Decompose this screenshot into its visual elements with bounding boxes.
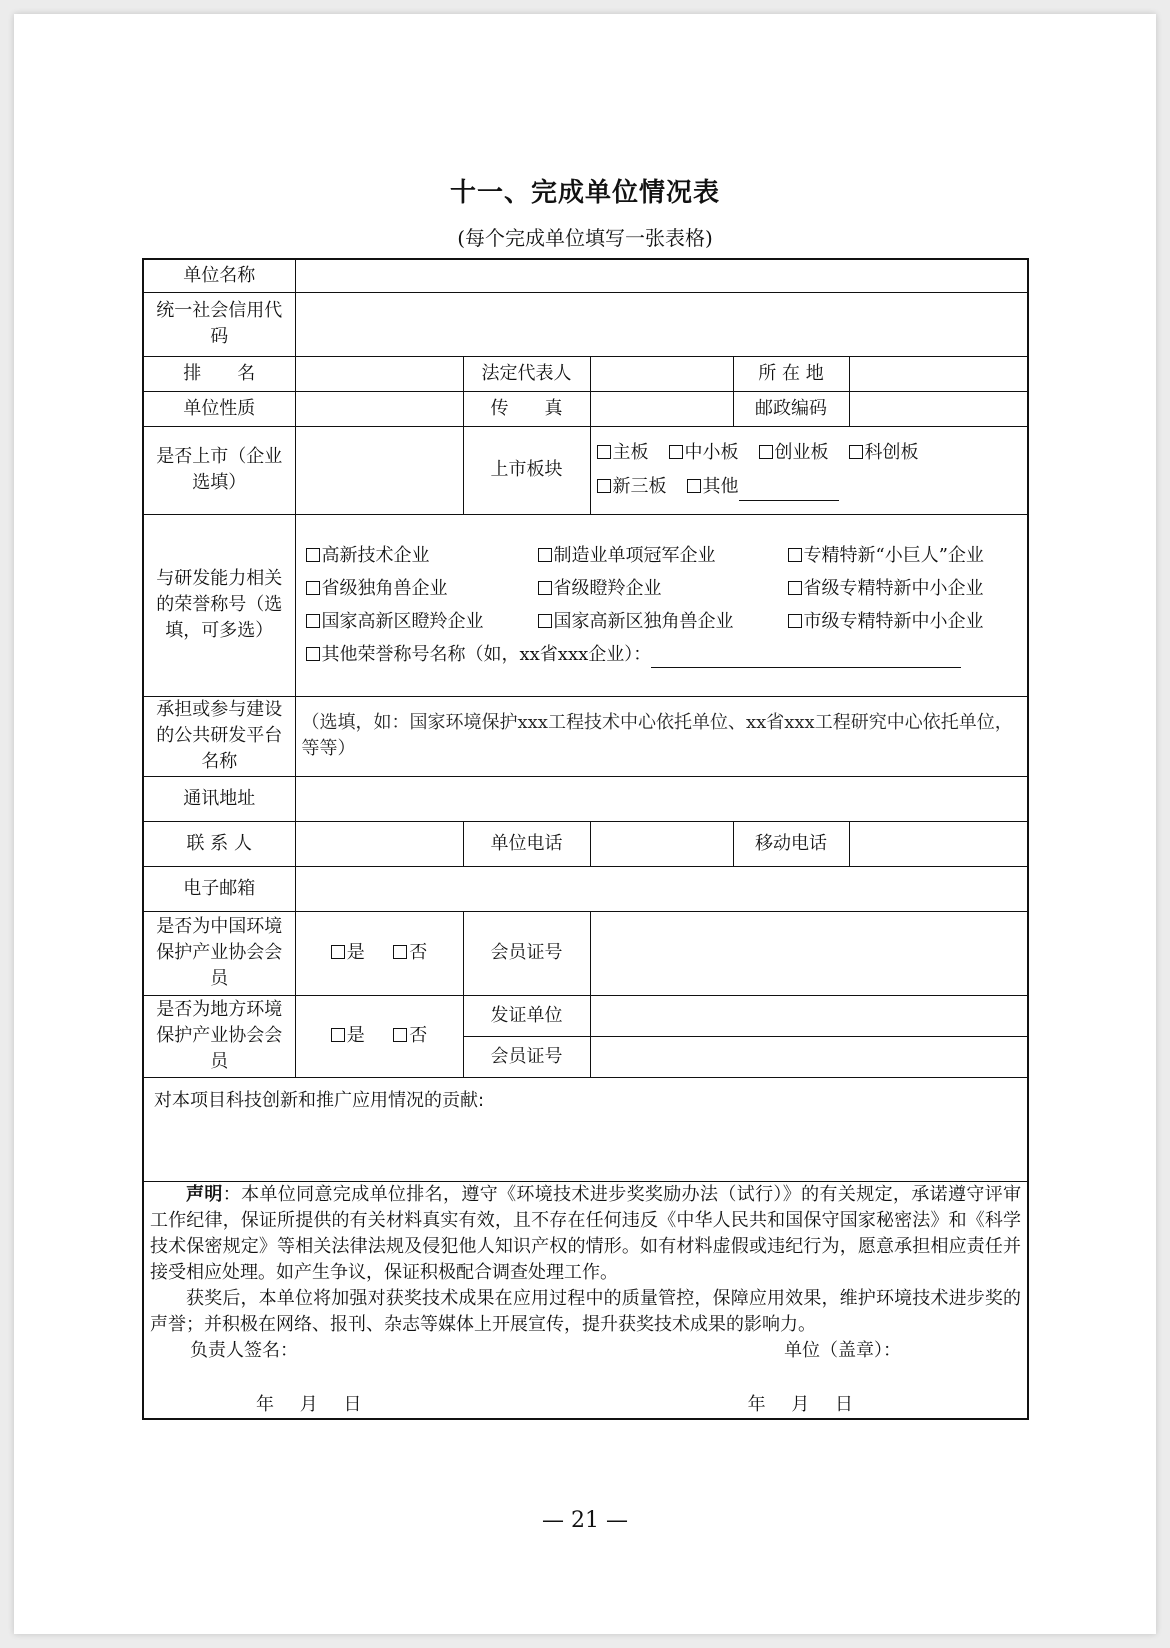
- label-postcode: 邮政编码: [733, 391, 849, 426]
- label-mobile: 移动电话: [733, 821, 849, 866]
- field-platform[interactable]: （选填，如：国家环境保护xxx工程技术中心依托单位、xx省xxx工程研究中心依托单位，等等）: [295, 696, 1028, 776]
- option-honor-other[interactable]: 其他荣誉称号名称（如，xx省xxx企业）：: [306, 642, 1022, 668]
- field-rank[interactable]: [295, 356, 463, 391]
- checkbox-icon[interactable]: [306, 581, 320, 595]
- label-local-member: 是否为地方环境保护产业协会会员: [143, 995, 295, 1077]
- label-email: 电子邮箱: [143, 866, 295, 911]
- declaration-paragraph-2: 获奖后，本单位将加强对获奖技术成果在应用过程中的质量管控，保障应用效果，维护环境技术进步奖的声誉；并积极在网络、报刊、杂志等媒体上开展宣传，提升获奖技术成果的影响力。: [150, 1287, 1022, 1335]
- field-credit-code[interactable]: [295, 292, 1028, 356]
- field-local-member-no[interactable]: [590, 1036, 1028, 1077]
- label-unit-nature: 单位性质: [143, 391, 295, 426]
- board-options-row-2: [597, 473, 1022, 501]
- label-cn-member-no: 会员证号: [463, 911, 590, 995]
- label-address: 通讯地址: [143, 776, 295, 821]
- checkbox-icon[interactable]: [759, 445, 773, 459]
- board-options-row-1: [597, 439, 1022, 467]
- field-postcode[interactable]: [849, 391, 1028, 426]
- seal-label: 单位（盖章）：: [784, 1339, 902, 1361]
- option-neeq-board[interactable]: 新三板: [597, 473, 667, 501]
- signature-label: 负责人签名：: [190, 1339, 298, 1361]
- checkbox-icon[interactable]: [597, 445, 611, 459]
- declaration-head: 声明: [186, 1183, 223, 1205]
- declaration-paragraph-1: 声明：本单位同意完成单位排名，遵守《环境技术进步奖奖励办法（试行）》的有关规定，承诺遵守评审工作纪律，保证所提供的有关材料真实有效，且不存在任何违反《中华人民共和国保守国家秘密法》和《科学技术保密规定》等相关法律法规及侵犯他人知识产权的情形。如有材料虚假或违纪行为，愿意承担相应责任并接受相应处理。如产生争议，保证积极配合调查处理工作。: [150, 1183, 1022, 1283]
- field-legal-rep[interactable]: [590, 356, 733, 391]
- unit-info-table: [142, 258, 1029, 1420]
- label-contact: 联 系 人: [143, 821, 295, 866]
- option-main-board[interactable]: 主板: [597, 439, 649, 467]
- date-right[interactable]: 年 月 日: [747, 1393, 854, 1415]
- checkbox-icon[interactable]: [687, 479, 701, 493]
- date-left[interactable]: 年 月 日: [256, 1393, 362, 1415]
- option-honor-1[interactable]: 高新技术企业: [306, 543, 538, 569]
- row-contact: [143, 821, 1028, 866]
- field-cn-member-no[interactable]: [590, 911, 1028, 995]
- checkbox-icon[interactable]: [538, 614, 552, 628]
- checkbox-icon[interactable]: [669, 445, 683, 459]
- date-row: [150, 1392, 1021, 1418]
- checkbox-icon[interactable]: [393, 945, 407, 959]
- label-credit-code: 统一社会信用代码: [143, 292, 295, 356]
- row-cn-member: [143, 911, 1028, 995]
- option-chinext-board[interactable]: 创业板: [759, 439, 829, 467]
- option-star-board[interactable]: 科创板: [849, 439, 919, 467]
- label-honors: 与研发能力相关的荣誉称号（选填，可多选）: [143, 514, 295, 696]
- field-unit-phone[interactable]: [590, 821, 733, 866]
- option-cn-member-yes[interactable]: 是: [331, 942, 365, 963]
- label-issuer: 发证单位: [463, 995, 590, 1036]
- page-subtitle: (每个完成单位填写一张表格): [457, 226, 713, 250]
- row-unit-nature: [143, 391, 1028, 426]
- label-unit-phone: 单位电话: [463, 821, 590, 866]
- checkbox-icon[interactable]: [538, 581, 552, 595]
- checkbox-icon[interactable]: [306, 647, 320, 661]
- field-issuer[interactable]: [590, 995, 1028, 1036]
- honor-options-grid: [306, 543, 1022, 635]
- local-member-choice: [295, 995, 463, 1077]
- option-honor-4[interactable]: 省级独角兽企业: [306, 576, 538, 602]
- checkbox-icon[interactable]: [788, 581, 802, 595]
- field-unit-name[interactable]: [295, 259, 1028, 292]
- option-local-member-yes[interactable]: 是: [331, 1025, 365, 1046]
- option-honor-5[interactable]: 省级瞪羚企业: [538, 576, 788, 602]
- row-declaration: [143, 1181, 1028, 1419]
- checkbox-icon[interactable]: [788, 548, 802, 562]
- row-rank: [143, 356, 1028, 391]
- option-local-member-no[interactable]: 否: [393, 1025, 427, 1046]
- option-honor-9[interactable]: 市级专精特新中小企业: [788, 609, 1018, 635]
- option-other-board[interactable]: 其他: [687, 473, 839, 501]
- label-local-member-no: 会员证号: [463, 1036, 590, 1077]
- field-contact[interactable]: [295, 821, 463, 866]
- row-platform: [143, 696, 1028, 776]
- declaration-block: [143, 1181, 1028, 1419]
- option-honor-3[interactable]: 专精特新“小巨人”企业: [788, 543, 1018, 569]
- checkbox-icon[interactable]: [306, 548, 320, 562]
- label-cn-member: 是否为中国环境保护产业协会会员: [143, 911, 295, 995]
- checkbox-icon[interactable]: [393, 1028, 407, 1042]
- other-board-blank[interactable]: [739, 500, 839, 501]
- label-rank: 排 名: [143, 356, 295, 391]
- row-credit-code: [143, 292, 1028, 356]
- label-fax: 传 真: [463, 391, 590, 426]
- checkbox-icon[interactable]: [788, 614, 802, 628]
- field-address[interactable]: [295, 776, 1028, 821]
- option-honor-8[interactable]: 国家高新区独角兽企业: [538, 609, 788, 635]
- board-options: [590, 426, 1028, 514]
- page-title: 十一、完成单位情况表: [449, 178, 720, 208]
- label-listed-board: 上市板块: [463, 426, 590, 514]
- label-platform: 承担或参与建设的公共研发平台名称: [143, 696, 295, 776]
- honor-other-blank[interactable]: [651, 667, 961, 668]
- field-fax[interactable]: [590, 391, 733, 426]
- checkbox-icon[interactable]: [849, 445, 863, 459]
- label-unit-name: 单位名称: [143, 259, 295, 292]
- field-location[interactable]: [849, 356, 1028, 391]
- row-honors: [143, 514, 1028, 696]
- checkbox-icon[interactable]: [538, 548, 552, 562]
- label-contribution: 对本项目科技创新和推广应用情况的贡献:: [154, 1089, 485, 1111]
- field-listed[interactable]: [295, 426, 463, 514]
- label-location: 所 在 地: [733, 356, 849, 391]
- row-address: [143, 776, 1028, 821]
- field-email[interactable]: [295, 866, 1028, 911]
- row-unit-name: [143, 259, 1028, 292]
- checkbox-icon[interactable]: [331, 1028, 345, 1042]
- checkbox-icon[interactable]: [331, 945, 345, 959]
- page-number: — 21 —: [542, 1508, 628, 1533]
- row-local-member: [143, 995, 1028, 1036]
- honor-options: [295, 514, 1028, 696]
- option-honor-6[interactable]: 省级专精特新中小企业: [788, 576, 1018, 602]
- option-cn-member-no[interactable]: 否: [393, 942, 427, 963]
- label-legal-rep: 法定代表人: [463, 356, 590, 391]
- row-email: [143, 866, 1028, 911]
- row-contribution: [143, 1077, 1028, 1181]
- field-mobile[interactable]: [849, 821, 1028, 866]
- row-listed: [143, 426, 1028, 514]
- field-contribution[interactable]: [143, 1077, 1028, 1181]
- option-honor-7[interactable]: 国家高新区瞪羚企业: [306, 609, 538, 635]
- checkbox-icon[interactable]: [597, 479, 611, 493]
- option-sme-board[interactable]: 中小板: [669, 439, 739, 467]
- signature-row: [150, 1338, 1021, 1364]
- cn-member-choice: [295, 911, 463, 995]
- label-listed: 是否上市（企业选填）: [143, 426, 295, 514]
- field-unit-nature[interactable]: [295, 391, 463, 426]
- option-honor-2[interactable]: 制造业单项冠军企业: [538, 543, 788, 569]
- checkbox-icon[interactable]: [306, 614, 320, 628]
